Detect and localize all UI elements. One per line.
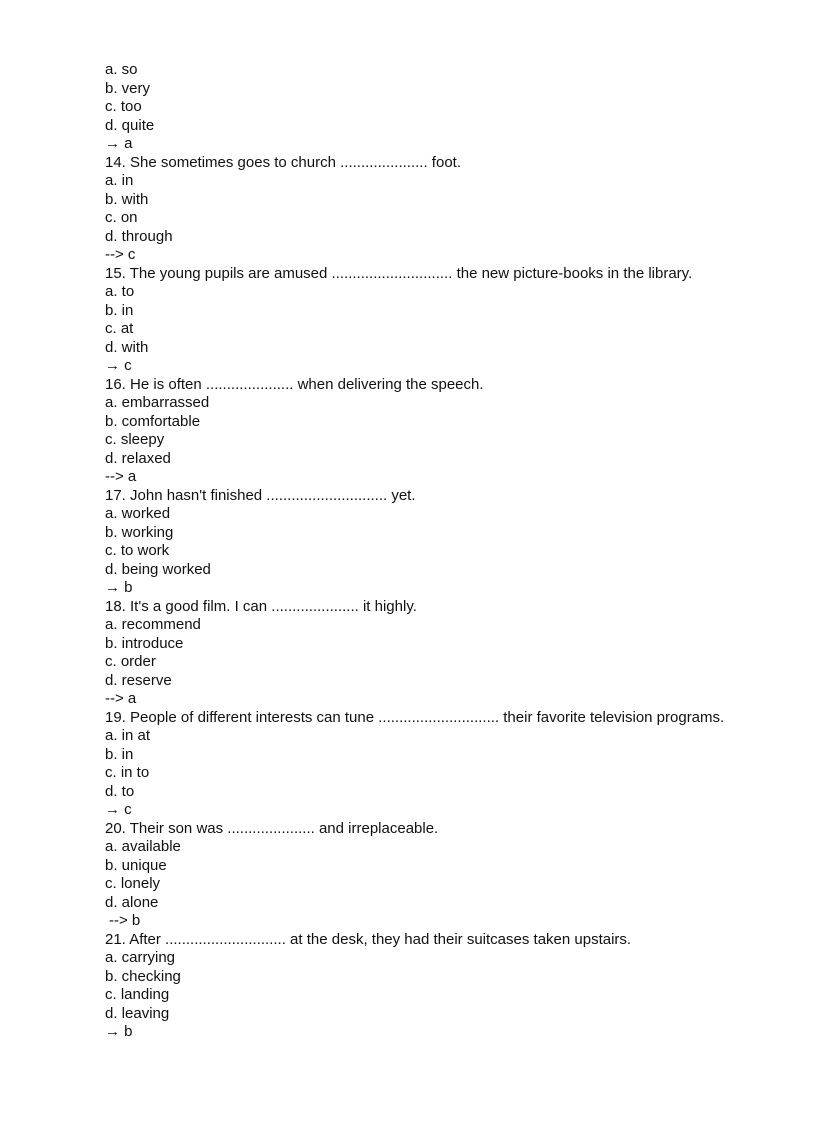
option-line: c. at — [105, 320, 134, 337]
option-line: c. order — [105, 653, 156, 670]
option-line: b. in — [105, 745, 134, 763]
option-line: d. through — [105, 227, 173, 245]
option-line: d. with — [105, 338, 149, 356]
answer-line: --> c — [105, 246, 136, 263]
option-line: c. to work — [105, 542, 170, 559]
answer-line: → a — [105, 135, 133, 152]
answer-line: → b — [105, 1023, 133, 1040]
option-line: b. very — [105, 79, 151, 97]
option-line: a. carrying — [105, 949, 176, 966]
question-line: 20. Their son was ..................... and irreplaceable. — [105, 819, 439, 837]
option-line: c. sleepy — [105, 431, 165, 448]
option-line: d. leaving — [105, 1004, 170, 1022]
option-line: a. recommend — [105, 616, 201, 633]
option-line: a. in — [105, 172, 134, 189]
question-line: 14. She sometimes goes to church ..................... foot. — [105, 153, 461, 171]
answer-line: → c — [105, 801, 132, 818]
option-line: b. introduce — [105, 634, 184, 652]
answer-line: → b — [105, 579, 133, 596]
question-line: 16. He is often ..................... when delivering the speech. — [105, 375, 484, 393]
option-line: d. relaxed — [105, 449, 171, 467]
option-line: b. with — [105, 190, 149, 208]
question-line: 15. The young pupils are amused ............................. the new picture-books in the library. — [105, 264, 693, 282]
option-line: c. landing — [105, 986, 170, 1003]
option-line: b. unique — [105, 856, 167, 874]
question-line: 17. John hasn't finished ............................. yet. — [105, 486, 416, 504]
document-body — [105, 61, 785, 1042]
option-line: a. so — [105, 61, 138, 78]
option-line: d. reserve — [105, 671, 172, 689]
answer-line: --> b — [109, 912, 141, 929]
option-line: a. in at — [105, 727, 151, 744]
option-line: d. alone — [105, 893, 159, 911]
option-line: a. worked — [105, 505, 171, 522]
option-line: c. too — [105, 98, 142, 115]
question-line: 18. It's a good film. I can ..................... it highly. — [105, 597, 417, 615]
option-line: b. checking — [105, 967, 181, 985]
option-line: b. working — [105, 523, 174, 541]
option-line: c. in to — [105, 764, 150, 781]
answer-line: → c — [105, 357, 132, 374]
option-line: d. to — [105, 782, 135, 800]
option-line: d. quite — [105, 116, 155, 134]
option-line: b. comfortable — [105, 412, 201, 430]
answer-line: --> a — [105, 690, 137, 707]
option-line: d. being worked — [105, 560, 211, 578]
question-line: 21. After ............................. at the desk, they had their suitcases taken upstairs. — [105, 930, 632, 948]
answer-line: --> a — [105, 468, 137, 485]
option-line: a. available — [105, 838, 181, 855]
option-line: c. on — [105, 209, 138, 226]
option-line: a. to — [105, 283, 135, 300]
question-line: 19. People of different interests can tune ............................. their favorite television programs. — [105, 708, 725, 726]
option-line: a. embarrassed — [105, 394, 210, 411]
option-line: c. lonely — [105, 875, 161, 892]
option-line: b. in — [105, 301, 134, 319]
